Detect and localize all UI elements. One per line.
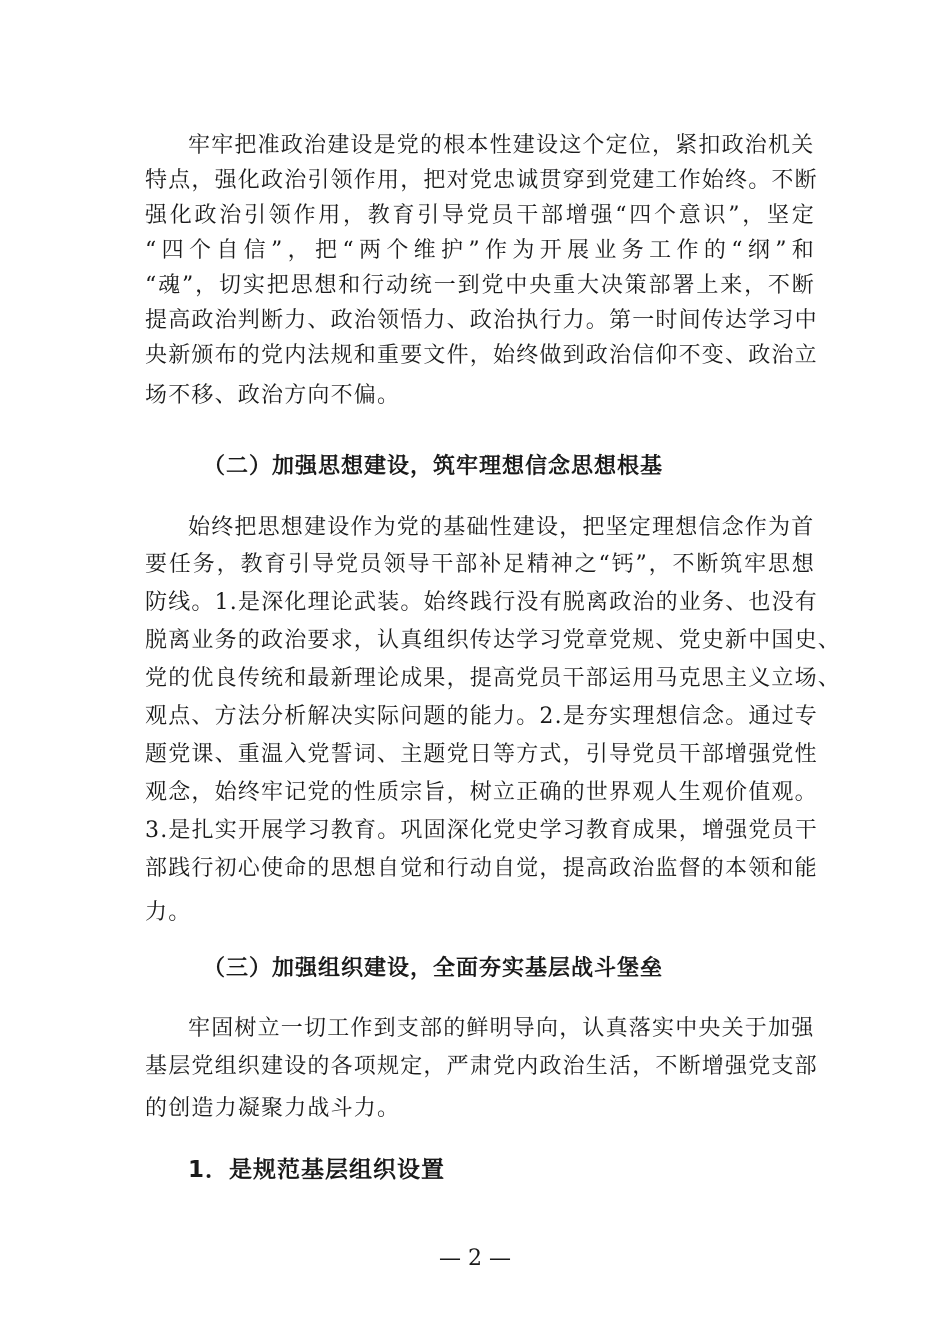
paragraph-line: 观念，始终牢记党的性质宗旨，树立正确的世界观人生观价值观。: [145, 780, 818, 805]
paragraph-line: 题党课、重温入党誓词、主题党日等方式，引导党员干部增强党性: [145, 742, 818, 767]
paragraph-line: 强化政治引领作用，教育引导党员干部增强“四个意识”，坚定: [145, 203, 815, 228]
paragraph-line: 牢牢把准政治建设是党的根本性建设这个定位，紧扣政治机关: [188, 133, 815, 158]
paragraph-line: 央新颁布的党内法规和重要文件，始终做到政治信仰不变、政治立: [145, 343, 818, 368]
paragraph-line: 观点、方法分析解决实际问题的能力。2.是夯实理想信念。通过专: [145, 704, 818, 729]
paragraph-line: 的创造力凝聚力战斗力。: [145, 1096, 401, 1121]
section-heading: （三）加强组织建设，全面夯实基层战斗堡垒: [203, 956, 664, 981]
paragraph-line: 脱离业务的政治要求，认真组织传达学习党章党规、党史新中国史、: [145, 628, 842, 653]
paragraph-line: 党的优良传统和最新理论成果，提高党员干部运用马克思主义立场、: [145, 666, 842, 691]
paragraph-line: 基层党组织建设的各项规定，严肃党内政治生活，不断增强党支部: [145, 1054, 818, 1079]
section-heading: （二）加强思想建设，筑牢理想信念思想根基: [203, 454, 664, 479]
paragraph-line: 始终把思想建设作为党的基础性建设，把坚定理想信念作为首: [188, 515, 815, 540]
paragraph-line: 牢固树立一切工作到支部的鲜明导向，认真落实中央关于加强: [188, 1016, 815, 1041]
paragraph-line: 力。: [145, 900, 192, 925]
paragraph-line: 部践行初心使命的思想自觉和行动自觉，提高政治监督的本领和能: [145, 856, 818, 881]
paragraph-line: 特点，强化政治引领作用，把对党忠诚贯穿到党建工作始终。不断: [145, 168, 818, 193]
subsection-heading: 1．是规范基层组织设置: [188, 1157, 446, 1183]
page-number: — 2 —: [439, 1246, 511, 1271]
paragraph-line: 防线。1.是深化理论武装。始终践行没有脱离政治的业务、也没有: [145, 590, 818, 615]
paragraph-line: 提高政治判断力、政治领悟力、政治执行力。第一时间传达学习中: [145, 308, 818, 333]
paragraph-line: “四个自信”，把“两个维护”作为开展业务工作的“纲”和: [145, 238, 815, 263]
paragraph-line: 3.是扎实开展学习教育。巩固深化党史学习教育成果，增强党员干: [145, 818, 818, 843]
paragraph-line: 场不移、政治方向不偏。: [145, 383, 401, 408]
paragraph-line: “魂”，切实把思想和行动统一到党中央重大决策部署上来，不断: [145, 273, 815, 298]
paragraph-line: 要任务，教育引导党员领导干部补足精神之“钙”，不断筑牢思想: [145, 552, 815, 577]
